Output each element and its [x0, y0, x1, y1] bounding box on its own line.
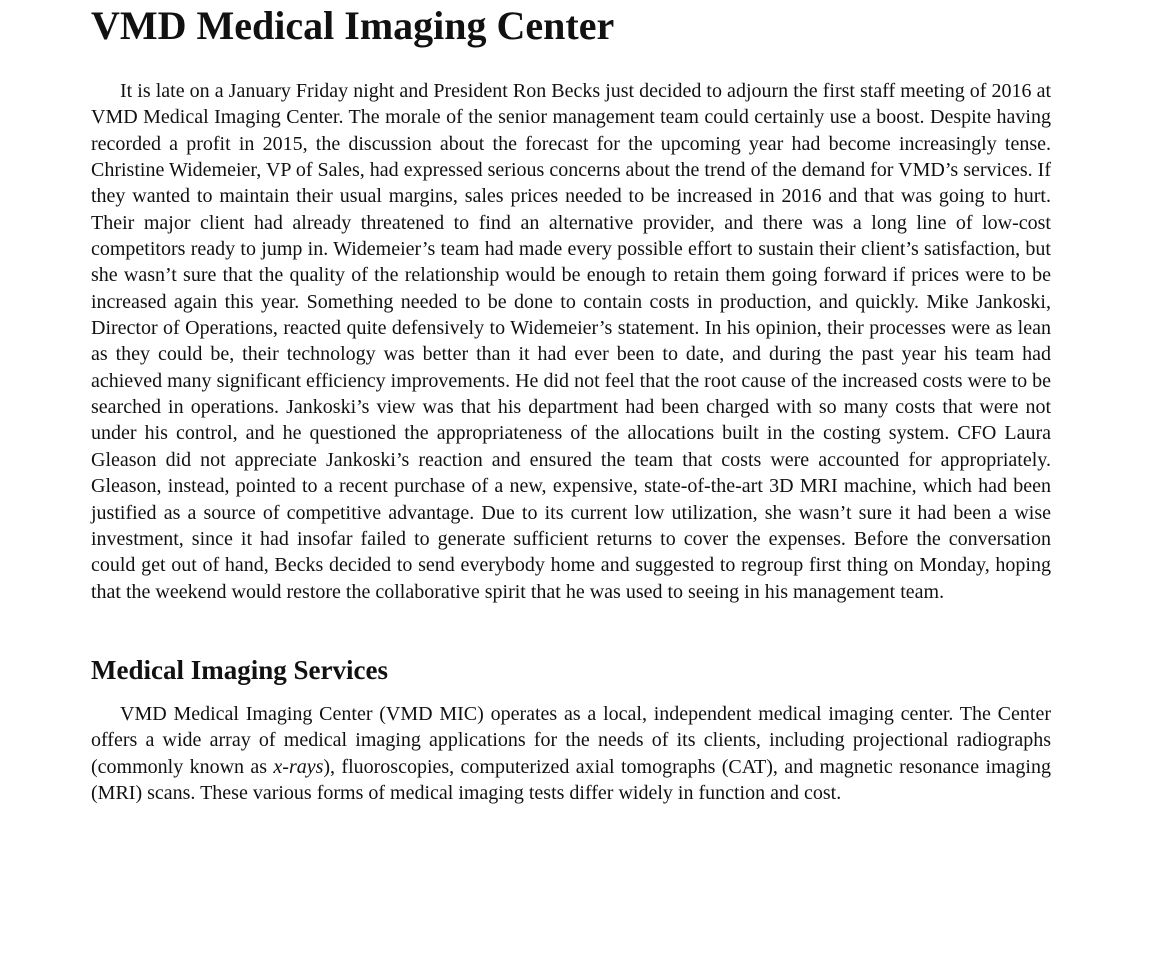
document-page — [91, 0, 1051, 806]
section-heading: Medical Imaging Services — [91, 654, 388, 685]
document-title: VMD Medical Imaging Center — [91, 3, 615, 48]
services-italic-term: x-rays — [273, 755, 324, 778]
services-text-start: VMD Medical Imaging Center (VMD MIC) operates as a local, independent medical imaging center. The Center offers a wide array of medical imaging applications for the needs of its clients, including projectional radiographs (commonly known as — [91, 702, 1051, 778]
services-text-end: ), fluoroscopies, computerized axial tomographs (CAT), and magnetic resonance imaging (MRI) scans. These various forms of medical imaging tests differ widely in function and cost. — [91, 755, 1051, 804]
services-paragraph — [91, 701, 1051, 806]
intro-paragraph: It is late on a January Friday night and President Ron Becks just decided to adjourn the first staff meeting of 2016 at VMD Medical Imaging Center. The morale of the senior management team could certainly use a boost. Despite having recorded a profit in 2015, the discussion about the forecast for the upcoming year had become increasingly tense. Christine Widemeier, VP of Sales, had expressed serious concerns about the trend of the demand for VMD’s services. If they wanted to maintain their usual margins, sales prices needed to be increased in 2016 and that was going to hurt. Their major client had already threatened to find an alternative provider, and there was a long line of low-cost competitors ready to jump in. Widemeier’s team had made every possible effort to sustain their client’s satisfaction, but she wasn’t sure that the quality of the relationship would be enough to retain them going forward if prices were to be increased again this year. Something needed to be done to contain costs in production, and quickly. Mike Jankoski, Director of Operations, reacted quite defensively to Widemeier’s statement. In his opinion, their processes were as lean as they could be, their technology was better than it had ever been to date, and during the past year his team had achieved many significant efficiency improvements. He did not feel that the root cause of the increased costs were to be searched in operations. Jankoski’s view was that his department had been charged with so many costs that were not under his control, and he questioned the appropriateness of the allocations built in the costing system. CFO Laura Gleason did not appreciate Jankoski’s reaction and ensured the team that costs were accounted for appropriately. Gleason, instead, pointed to a recent purchase of a new, expensive, state-of-the-art 3D MRI machine, which had been justified as a source of competitive advantage. Due to its current low utilization, she wasn’t sure it had been a wise investment, since it had insofar failed to generate sufficient returns to cover the expenses. Before the conversation could get out of hand, Becks decided to send everybody home and suggested to regroup first thing on Monday, hoping that the weekend would restore the collaborative spirit that he was used to seeing in his management team. — [91, 80, 1051, 603]
